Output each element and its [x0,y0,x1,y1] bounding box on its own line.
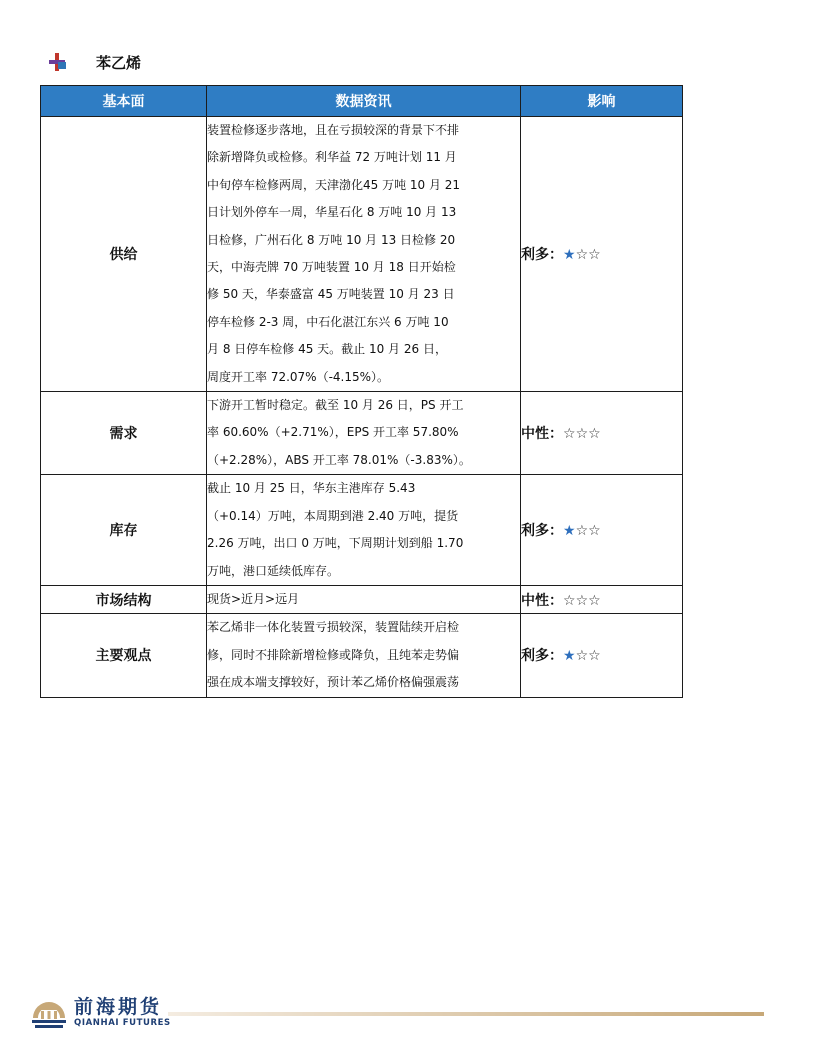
info-line: 2.26 万吨，出口 0 万吨，下周期计划到船 1.70 [207,536,464,551]
info-line: 装置检修逐步落地，且在亏损较深的背景下不排 [207,123,460,137]
table-row [41,475,683,586]
info-line: 日计划外停车一周，华星石化 8 万吨 10 月 13 [207,205,457,220]
table-header-row [41,86,683,117]
info-line: 率 60.60%（+2.71%），EPS 开工率 57.80% [207,425,459,440]
row-data-info [207,585,521,613]
star-empty-icon: ☆ [588,648,601,665]
impact-label: 利多： [521,247,563,264]
qianhai-logo-icon [30,993,68,1031]
info-line: 万吨，港口延续低库存。 [207,563,340,578]
fundamentals-table [40,85,683,698]
info-line: 月 8 日停车检修 45 天。截止 10 月 26 日， [207,342,447,357]
star-empty-icon: ☆ [575,523,589,540]
footer-logo [30,993,171,1031]
table-row [41,614,683,697]
star-empty-icon: ☆ [575,648,589,665]
info-line: 天，中海壳牌 70 万吨装置 10 月 18 日开始检 [207,260,456,275]
row-impact [521,614,683,697]
row-impact [521,585,683,613]
logo-chinese-name: 前海期货 [74,996,163,1018]
star-empty-icon: ☆ [563,592,576,609]
row-impact [521,392,683,475]
row-data-info [207,392,521,475]
star-empty-icon: ☆ [588,426,601,443]
table-row [41,392,683,475]
impact-label: 利多： [521,648,563,665]
row-impact [521,475,683,586]
star-empty-icon: ☆ [575,247,589,264]
star-filled-icon: ★ [563,247,576,264]
info-line: 日检修，广州石化 8 万吨 10 月 13 日检修 20 [207,232,456,247]
row-data-info [207,614,521,697]
info-line: 强在成本端支撑较好，预计苯乙烯价格偏强震荡 [207,675,460,690]
row-impact [521,117,683,392]
row-category: 供给 [41,117,207,392]
star-filled-icon: ★ [563,648,576,665]
info-line: 修 50 天，华泰盛富 45 万吨装置 10 月 23 日 [207,287,455,302]
table-row [41,117,683,392]
info-line: 中旬停车检修两周，天津渤化45 万吨 10 月 21 [207,177,461,192]
star-empty-icon: ☆ [575,426,589,443]
star-filled-icon: ★ [563,523,576,540]
row-category: 库存 [41,475,207,586]
row-category: 市场结构 [41,585,207,613]
star-empty-icon: ☆ [588,247,601,264]
info-line: 截止 10 月 25 日，华东主港库存 5.43 [207,481,416,496]
impact-label: 利多： [521,523,563,540]
logo-english-name: QIANHAI FUTURES [74,1018,171,1028]
table-row [41,585,683,613]
impact-label: 中性： [521,426,563,443]
row-data-info [207,117,521,392]
info-line: 下游开工暂时稳定。截至 10 月 26 日，PS 开工 [207,398,464,413]
info-line: 周度开工率 72.07%（-4.15%）。 [207,369,390,384]
info-line: 停车检修 2-3 周，中石化湛江东兴 6 万吨 10 [207,314,449,329]
impact-label: 中性： [521,592,563,609]
star-empty-icon: ☆ [563,426,576,443]
info-line: 现货>近月>远月 [207,591,300,606]
row-data-info [207,475,521,586]
star-empty-icon: ☆ [575,592,589,609]
header-impact: 影响 [521,86,683,117]
section-title: 苯乙烯 [96,53,142,72]
star-empty-icon: ☆ [588,592,601,609]
info-line: （+2.28%），ABS 开工率 78.01%（-3.83%）。 [207,452,471,467]
section-header [48,51,141,73]
info-line: 苯乙烯非一体化装置亏损较深，装置陆续开启检 [207,620,460,635]
info-line: 除新增降负或检修。利华益 72 万吨计划 11 月 [207,150,457,165]
section-marker-icon [48,53,66,71]
info-line: 修，同时不排除新增检修或降负，且纯苯走势偏 [207,647,460,662]
row-category: 需求 [41,392,207,475]
header-fundamentals: 基本面 [41,86,207,117]
row-category: 主要观点 [41,614,207,697]
header-data-info: 数据资讯 [207,86,521,117]
footer-divider [168,1012,764,1016]
star-empty-icon: ☆ [588,523,601,540]
info-line: （+0.14）万吨，本周期到港 2.40 万吨，提货 [207,508,459,523]
